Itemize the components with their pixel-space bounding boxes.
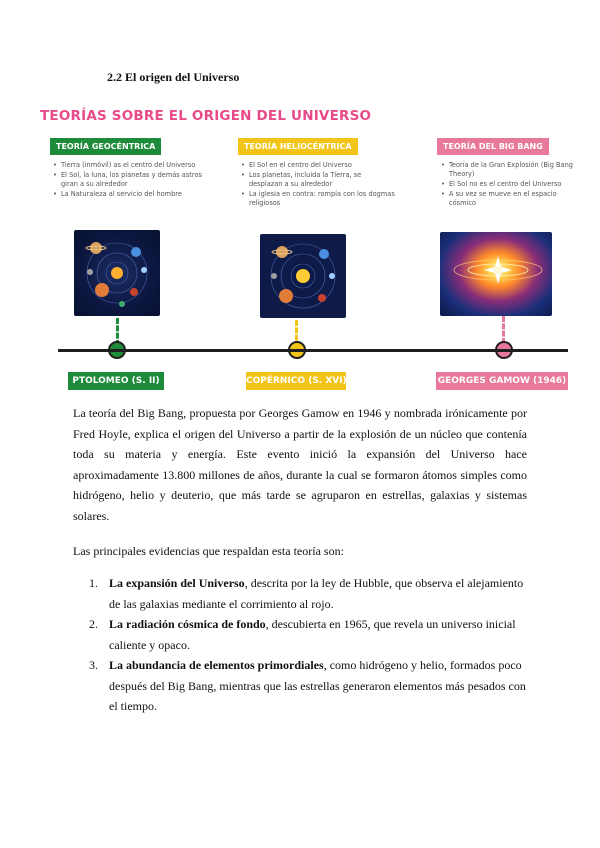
evidences-list	[73, 573, 527, 717]
timeline-line	[58, 349, 568, 352]
list-item: • El Sol en el centro del Universo	[249, 161, 395, 170]
theory-title-geocentric: TEORÍA GEOCÉNTRICA	[50, 138, 161, 155]
solar-system-image-heliocentric	[256, 232, 350, 320]
person-label-ptolomeo: PTOLOMEO (S. II)	[68, 372, 164, 390]
list-item: • El Sol, la luna, los planetas y demás astros giran a su alrededor	[61, 171, 209, 189]
sun-centered-icon	[256, 232, 350, 320]
theory-title-heliocentric: TEORÍA HELIOCÉNTRICA	[238, 138, 358, 155]
list-item	[73, 614, 527, 655]
paragraph-evidences-intro: Las principales evidencias que respaldan esta teoría son:	[73, 544, 344, 558]
evidence-text: , descubierta en 1965, que revela un universo inicial caliente y opaco.	[109, 617, 516, 652]
evidence-text: , descrita por la ley de Hubble, que observa el alejamiento de las galaxias mediante el corrimiento al rojo.	[109, 576, 524, 611]
list-item: • Teoría de la Gran Explosión (Big Bang Theory)	[449, 161, 579, 179]
theory-list-geocentric	[52, 161, 209, 200]
list-number: 3.	[89, 658, 98, 672]
list-item: • A su vez se mueve en el espacio cósmico	[449, 190, 579, 208]
theory-list-bigbang	[440, 161, 579, 209]
theory-title-bigbang: TEORÍA DEL BIG BANG	[437, 138, 549, 155]
paragraph-big-bang: La teoría del Big Bang, propuesta por Georges Gamow en 1946 y nombrada irónicamente por Fred Hoyle, explica el origen del Universo a partir de la explosión de un núcleo que contenía toda su materia y energía. Este evento inició la expansión del Universo hace aproximadamente 13.800 millones de años, durante la cual se formaron átomos simples como hidrógeno, helio y deuterio, que más tarde se agruparon en estrellas, galaxias y sistemas solares.	[73, 406, 527, 523]
list-number: 1.	[89, 576, 98, 590]
infographic-title: TEORÍAS SOBRE EL ORIGEN DEL UNIVERSO	[40, 108, 372, 124]
list-item	[73, 655, 527, 717]
theories-infographic	[40, 104, 573, 394]
theory-list-heliocentric	[240, 161, 395, 209]
person-label-copernico: COPÉRNICO (S. XVI)	[246, 372, 346, 390]
list-item: • El Sol no es el centro del Universo	[449, 180, 579, 189]
list-item: • La Naturaleza al servicio del hombre	[61, 190, 209, 199]
list-item: • La iglesia en contra: rompía con los dogmas religiosos	[249, 190, 395, 208]
section-heading: 2.2 El origen del Universo	[107, 70, 240, 84]
big-bang-image	[440, 232, 552, 316]
explosion-icon	[440, 232, 552, 316]
evidence-title: La abundancia de elementos primordiales	[109, 658, 324, 672]
list-item: • Tierra (inmóvil) as el centro del Universo	[61, 161, 209, 170]
list-item	[73, 573, 527, 614]
timeline-connector-bigbang	[502, 316, 505, 344]
list-item: • Los planetas, incluida la Tierra, se desplazan a su alrededor	[249, 171, 395, 189]
person-label-gamow: GEORGES GAMOW (1946)	[436, 372, 568, 390]
list-number: 2.	[89, 617, 98, 631]
solar-system-image-geocentric	[74, 230, 160, 316]
evidence-title: La radiación cósmica de fondo	[109, 617, 266, 631]
evidence-title: La expansión del Universo	[109, 576, 245, 590]
evidence-text: , como hidrógeno y helio, formados poco después del Big Bang, mientras que las estrellas generaron elementos más pesados con el tiempo.	[109, 658, 526, 713]
planets-icon	[74, 230, 160, 316]
